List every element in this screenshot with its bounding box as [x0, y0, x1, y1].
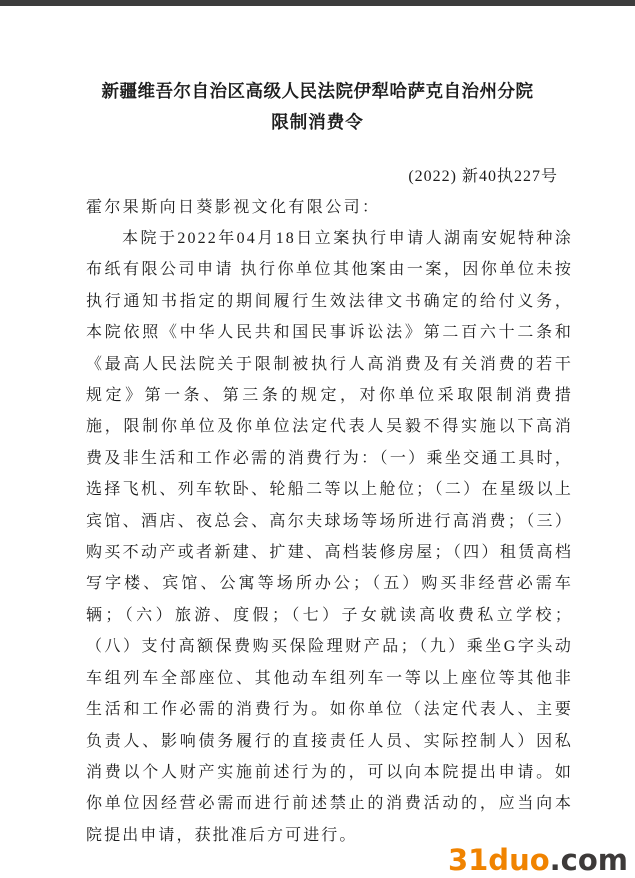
- watermark-brand-text: 31duo: [447, 843, 550, 877]
- addressee-line: 霍尔果斯向日葵影视文化有限公司：: [86, 199, 381, 216]
- body-paragraph: 本院于2022年04月18日立案执行申请人湖南安妮特种涂布纸有限公司申请 执行你单位其他案由一案，因你单位未按执行通知书指定的期间履行生效法律文书确定的给付义务，本院依照《中华人民共和国民事诉讼法》第二百六十二条和《最高人民法院关于限制被执行人高消费及有关消费的若干规定》第一条、第三条的规定，对你单位采取限制消费措施，限制你单位及你单位法定代表人吴毅不得实施以下高消费及非生活和工作必需的消费行为：（一）乘坐交通工具时，选择飞机、列车软卧、轮船二等以上舱位；（二）在星级以上宾馆、酒店、夜总会、高尔夫球场等场所进行高消费；（三）购买不动产或者新建、扩建、高档装修房屋；（四）租赁高档写字楼、宾馆、公寓等场所办公；（五）购买非经营必需车辆；（六）旅游、度假；（七）子女就读高收费私立学校；（八）支付高额保费购买保险理财产品；（九）乘坐G字头动车组列车全部座位、其他动车组列车一等以上座位等其他非生活和工作必需的消费行为。如你单位（法定代表人、主要负责人、影响债务履行的直接责任人员、实际控制人）因私消费以个人财产实施前述行为的，可以向本院提出申请。如你单位因经营必需而进行前述禁止的消费活动的，应当向本院提出申请，获批准后方可进行。: [86, 230, 573, 844]
- watermark-domain-suffix: .com: [549, 843, 628, 877]
- watermark-logo: [448, 845, 628, 875]
- document-body: [0, 6, 635, 851]
- court-name-title: 新疆维吾尔自治区高级人民法院伊犁哈萨克自治州分院: [101, 81, 534, 101]
- document-type-title: 限制消费令: [271, 112, 364, 132]
- title-block: [0, 76, 635, 138]
- text-column: [0, 161, 635, 851]
- case-number: (2022) 新40执227号: [408, 168, 558, 185]
